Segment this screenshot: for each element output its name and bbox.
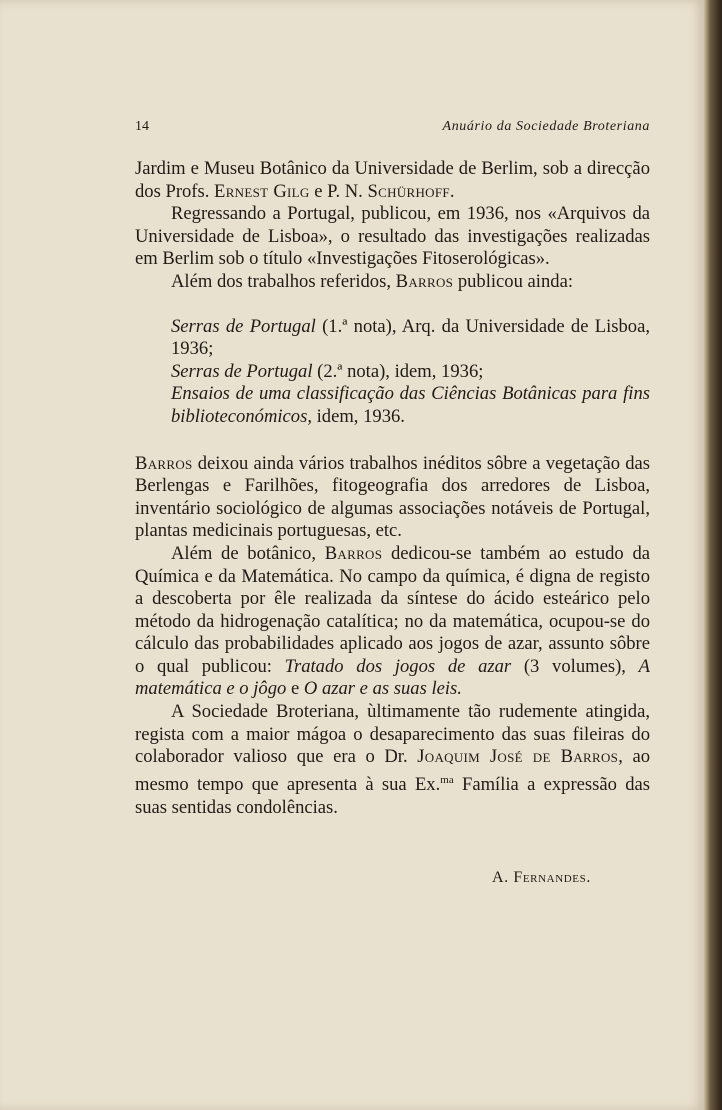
reference-item — [171, 361, 650, 384]
p1-text-a: Jardim e Museu Botânico da Universidade de Berlim, sob a direcção dos Profs. — [135, 158, 650, 202]
p3-text-a: Além dos trabalhos referidos, — [171, 270, 396, 292]
p6-text-c: Família a expressão das suas sentidas condolências. — [135, 774, 650, 818]
author-signature: A. Fernandes. — [492, 869, 591, 886]
paragraph-4 — [135, 453, 650, 543]
reference-list — [135, 316, 650, 429]
p3-text-b: publicou ainda: — [453, 270, 573, 292]
p5-text-a: Além de botânico, — [171, 542, 325, 564]
paragraph-2: Regressando a Portugal, publicou, em 1936, nos «Arquivos da Universidade de Lisboa», o resultado das investigações realizadas em Berlim sob o título «Investigações Fitoserológicas». — [135, 203, 650, 270]
p5-text-d: e — [286, 678, 304, 700]
reference-title: Serras de Portugal — [171, 315, 316, 337]
paragraph-1 — [135, 158, 650, 203]
superscript-ma: ma — [440, 773, 454, 786]
p1-text-c: . — [449, 180, 455, 202]
p6-text-b: , ao mesmo tempo que apresenta à sua Ex. — [135, 746, 650, 796]
book-title: O azar e as suas leis. — [303, 678, 462, 700]
name-gilg: Ernest Gilg — [214, 180, 310, 202]
name-barros: Barros — [324, 542, 383, 564]
name-barros: Barros — [395, 270, 454, 292]
reference-item — [171, 316, 650, 361]
reference-detail: (1.ª nota), Arq. da Universidade de Lisboa, 1936; — [171, 315, 651, 360]
page-number: 14 — [135, 119, 149, 134]
p4-text: deixou ainda vários trabalhos inéditos sôbre a vegetação das Berlengas e Farilhões, fitogeografia dos arredores de Lisboa, inventário sociológico de algumas associações notáveis de Portugal, plantas medicinais portuguesas, etc. — [135, 452, 650, 542]
p5-text-c: (3 volumes), — [511, 655, 639, 677]
paragraph-3 — [135, 271, 650, 294]
p5-text-b: dedicou-se também ao estudo da Química e da Matemática. No campo da química, é digna de registo a descoberta por êle realizada da síntese do ácido esteárico pelo método da hidrogenação catalítica; no da matemática, ocupou-se do cálculo das probabilidades aplicado aos jogos de azar, assunto sôbre o qual publicou: — [135, 542, 650, 677]
name-barros: Barros — [135, 452, 193, 474]
name-joaquim-jose-de-barros: Joaquim José de Barros — [417, 746, 619, 768]
name-schurhoff: Schürhoff — [367, 180, 450, 202]
book-title: A matemática e o jôgo — [135, 655, 650, 700]
running-title: Anuário da Sociedade Broteriana — [442, 119, 650, 134]
body-text — [135, 158, 650, 819]
p6-text-a: A Sociedade Broteriana, ùltimamente tão rudemente atingida, regista com a maior mágoa o desaparecimento das suas fileiras do colaborador valioso que era o Dr. — [135, 701, 650, 768]
book-title: Tratado dos jogos de azar — [284, 655, 512, 677]
reference-detail: (2.ª nota), idem, 1936; — [312, 360, 484, 382]
reference-item — [171, 383, 650, 428]
reference-title: Ensaios de uma classificação das Ciências Botânicas para fins biblioteconómicos, — [171, 383, 650, 427]
paragraph-6 — [135, 701, 650, 819]
page-edge — [704, 0, 722, 1110]
running-head — [135, 119, 650, 139]
p1-text-b: e P. N. — [309, 180, 368, 202]
paragraph-5 — [135, 543, 650, 701]
reference-detail: idem, 1936. — [311, 405, 405, 427]
reference-title: Serras de Portugal — [171, 360, 313, 382]
